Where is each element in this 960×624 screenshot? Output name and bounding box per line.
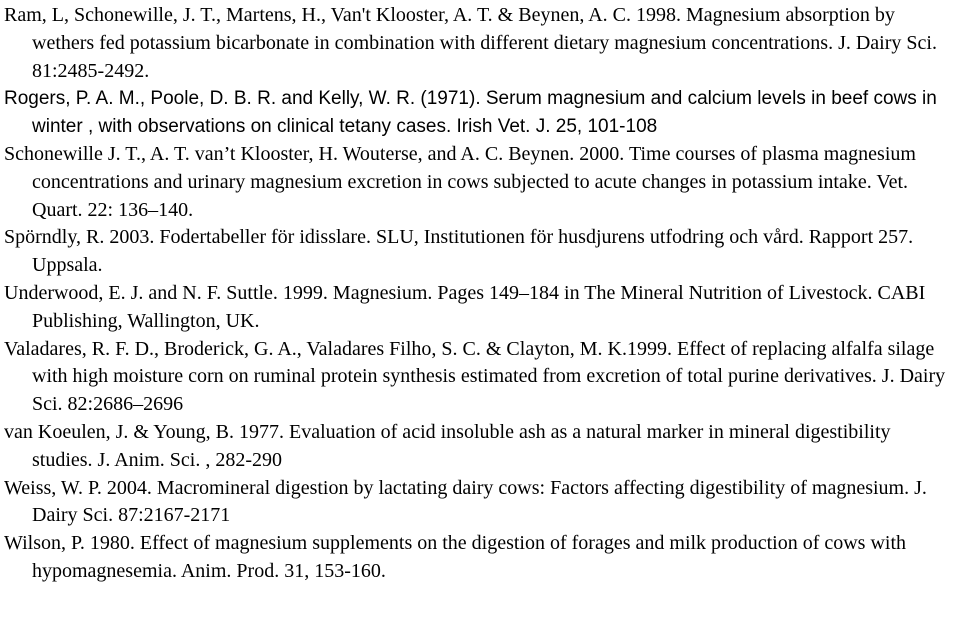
- reference-entry-schonewille: Schonewille J. T., A. T. van’t Klooster, H. Wouterse, and A. C. Beynen. 2000. Time courses of plasma magnesium concentrations and urinary magnesium excretion in cows subjected to acute changes in potassium intake. Vet. Quart. 22: 136–140.: [4, 142, 916, 221]
- reference-entry-wilson: Wilson, P. 1980. Effect of magnesium supplements on the digestion of forages and milk production of cows with hypomagnesemia. Anim. Prod. 31, 153-160.: [4, 532, 907, 582]
- reference-list: [4, 2, 956, 586]
- reference-entry-ram: Ram, L, Schonewille, J. T., Martens, H., Van't Klooster, A. T. & Beynen, A. C. 1998. Magnesium absorption by wethers fed potassium bicarbonate in combination with different dietary magnesium concentrations. J. Dairy Sci. 81:2485-2492.: [4, 4, 937, 82]
- reference-entry-valadares: Valadares, R. F. D., Broderick, G. A., Valadares Filho, S. C. & Clayton, M. K.1999. Effect of replacing alfalfa silage with high moisture corn on ruminal protein synthesis estimated from excretion of total purine derivatives. J. Dairy Sci. 82:2686–2696: [4, 337, 946, 416]
- reference-entry-weiss: Weiss, W. P. 2004. Macromineral digestion by lactating dairy cows: Factors affecting digestibility of magnesium. J. Dairy Sci. 87:2167-2171: [4, 476, 927, 527]
- reference-entry-rogers: Rogers, P. A. M., Poole, D. B. R. and Kelly, W. R. (1971). Serum magnesium and calcium levels in beef cows in winter , with observations on clinical tetany cases. Irish Vet. J. 25, 101-108: [4, 88, 937, 138]
- reference-entry-van-koeulen: van Koeulen, J. & Young, B. 1977. Evaluation of acid insoluble ash as a natural marker in mineral digestibility studies. J. Anim. Sci. , 282-290: [4, 420, 891, 471]
- reference-entry-sporndly: Spörndly, R. 2003. Fodertabeller för idisslare. SLU, Institutionen för husdjurens utfodring och vård. Rapport 257. Uppsala.: [4, 226, 914, 277]
- reference-entry-underwood: Underwood, E. J. and N. F. Suttle. 1999. Magnesium. Pages 149–184 in The Mineral Nutrition of Livestock. CABI Publishing, Wallington, UK.: [4, 281, 926, 332]
